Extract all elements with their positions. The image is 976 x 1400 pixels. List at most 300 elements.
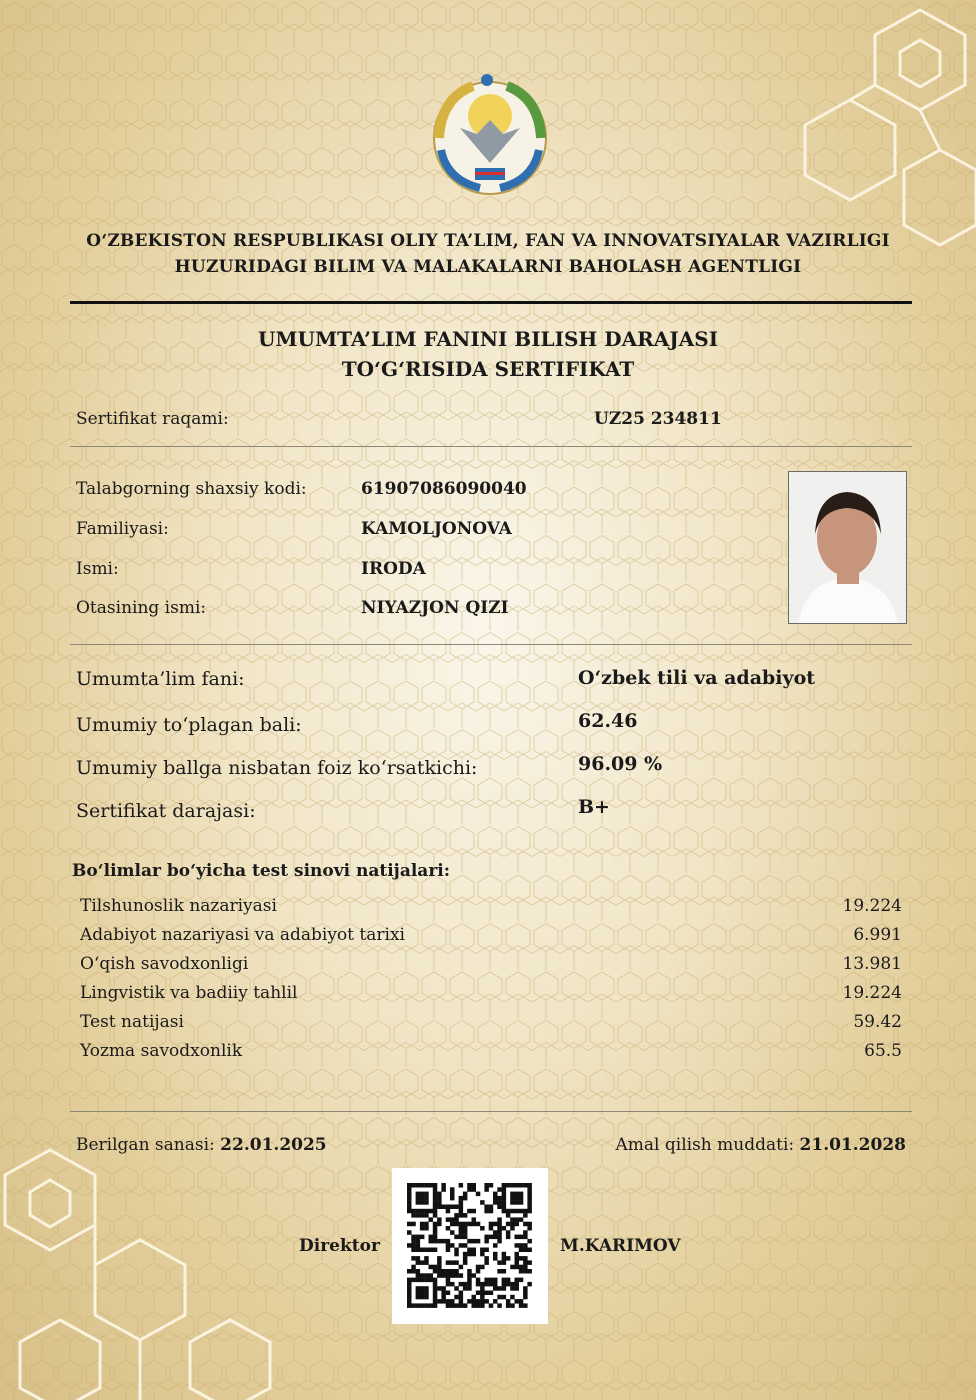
qr-module [416, 1200, 421, 1205]
qr-module [467, 1222, 472, 1227]
section-name: Test natijasi [80, 1012, 184, 1032]
holder-photo [788, 471, 907, 624]
qr-module [523, 1265, 528, 1270]
qr-module [510, 1295, 515, 1300]
qr-module [497, 1196, 502, 1201]
qr-module [411, 1243, 416, 1248]
qr-module [493, 1230, 498, 1235]
qr-module [467, 1183, 472, 1188]
qr-module [523, 1243, 528, 1248]
qr-module [433, 1226, 438, 1231]
qr-module [472, 1273, 477, 1278]
qr-module [420, 1192, 425, 1197]
qr-module [497, 1226, 502, 1231]
qr-module [424, 1248, 429, 1253]
issued-date-label: Berilgan sanasi: [76, 1135, 215, 1155]
qr-module [416, 1192, 421, 1197]
valid-until-date [616, 1135, 906, 1155]
qr-module [420, 1286, 425, 1291]
qr-module [489, 1291, 494, 1296]
qr-module [450, 1282, 455, 1287]
qr-module [467, 1282, 472, 1287]
qr-module [502, 1278, 507, 1283]
qr-module [424, 1209, 429, 1214]
section-row [80, 1011, 902, 1040]
qr-module [467, 1278, 472, 1283]
qr-module [411, 1278, 416, 1283]
qr-module [497, 1295, 502, 1300]
qr-module [493, 1278, 498, 1283]
qr-module [429, 1248, 434, 1253]
qr-module [489, 1205, 494, 1210]
certificate-number-value: UZ25 234811 [594, 409, 722, 429]
state-emblem-icon [425, 68, 555, 198]
valid-until-label: Amal qilish muddati: [615, 1135, 795, 1155]
qr-module [407, 1243, 412, 1248]
qr-module [480, 1303, 485, 1308]
qr-module [454, 1213, 459, 1218]
qr-module [441, 1295, 446, 1300]
certificate-level-label: Sertifikat darajasi: [76, 800, 256, 822]
qr-module [424, 1295, 429, 1300]
qr-module [519, 1200, 524, 1205]
qr-module [433, 1196, 438, 1201]
qr-module [506, 1230, 511, 1235]
patronymic-value: NIYAZJON QIZI [361, 598, 509, 618]
qr-module [510, 1226, 515, 1231]
qr-module [450, 1196, 455, 1201]
qr-module [437, 1192, 442, 1197]
qr-module [454, 1269, 459, 1274]
qr-module [446, 1299, 451, 1304]
qr-module [416, 1303, 421, 1308]
qr-module [484, 1278, 489, 1283]
qr-module [424, 1260, 429, 1265]
qr-module [467, 1286, 472, 1291]
qr-module [489, 1303, 494, 1308]
qr-module [506, 1235, 511, 1240]
qr-module [450, 1269, 455, 1274]
section-value: 59.42 [853, 1012, 902, 1032]
qr-module [437, 1260, 442, 1265]
qr-module [519, 1248, 524, 1253]
qr-module [480, 1282, 485, 1287]
qr-module [459, 1209, 464, 1214]
qr-module [467, 1187, 472, 1192]
total-score-label: Umumiy to‘plagan bali: [76, 714, 302, 736]
qr-module [459, 1303, 464, 1308]
section-row [80, 895, 902, 924]
qr-module [493, 1243, 498, 1248]
qr-module [527, 1205, 532, 1210]
qr-module [429, 1239, 434, 1244]
qr-module [416, 1278, 421, 1283]
qr-module [407, 1192, 412, 1197]
qr-module [459, 1222, 464, 1227]
qr-module [472, 1252, 477, 1257]
qr-module [407, 1230, 412, 1235]
qr-module [420, 1278, 425, 1283]
qr-module [437, 1256, 442, 1261]
qr-module [497, 1187, 502, 1192]
qr-module [424, 1286, 429, 1291]
qr-module [497, 1235, 502, 1240]
qr-module [476, 1265, 481, 1270]
qr-module [407, 1295, 412, 1300]
qr-module [476, 1291, 481, 1296]
qr-module [416, 1286, 421, 1291]
section-name: Lingvistik va badiiy tahlil [80, 983, 298, 1003]
section-row [80, 982, 902, 1011]
qr-module [433, 1213, 438, 1218]
qr-module [463, 1243, 468, 1248]
qr-module [407, 1303, 412, 1308]
qr-module [429, 1278, 434, 1283]
qr-module [420, 1209, 425, 1214]
qr-module [484, 1256, 489, 1261]
qr-module [519, 1196, 524, 1201]
qr-module [454, 1205, 459, 1210]
qr-module [454, 1295, 459, 1300]
qr-module [527, 1226, 532, 1231]
qr-module [433, 1265, 438, 1270]
qr-module [510, 1200, 515, 1205]
first-name-value: IRODA [361, 559, 426, 579]
qr-module [437, 1265, 442, 1270]
qr-module [523, 1260, 528, 1265]
qr-module [497, 1286, 502, 1291]
qr-module [484, 1205, 489, 1210]
qr-module [489, 1278, 494, 1283]
qr-module [429, 1183, 434, 1188]
qr-module [446, 1269, 451, 1274]
qr-module [519, 1303, 524, 1308]
qr-module [506, 1222, 511, 1227]
qr-module [527, 1239, 532, 1244]
qr-module [527, 1183, 532, 1188]
certificate-level-value: B+ [578, 796, 610, 818]
qr-module [437, 1205, 442, 1210]
qr-module [416, 1248, 421, 1253]
qr-module [407, 1200, 412, 1205]
qr-module [497, 1217, 502, 1222]
qr-module [420, 1235, 425, 1240]
qr-module [476, 1299, 481, 1304]
section-row [80, 924, 902, 953]
qr-module [493, 1299, 498, 1304]
qr-module [420, 1200, 425, 1205]
qr-module [424, 1200, 429, 1205]
section-value: 19.224 [842, 896, 902, 916]
qr-module [446, 1243, 451, 1248]
section-name: Tilshunoslik nazariyasi [80, 896, 277, 916]
section-value: 65.5 [864, 1041, 902, 1061]
qr-module [506, 1213, 511, 1218]
first-name-label: Ismi: [76, 559, 119, 579]
qr-module [433, 1209, 438, 1214]
qr-module [424, 1303, 429, 1308]
qr-module [506, 1299, 511, 1304]
qr-module [407, 1196, 412, 1201]
qr-module [416, 1243, 421, 1248]
qr-module [441, 1239, 446, 1244]
issued-date-value: 22.01.2025 [220, 1135, 327, 1155]
qr-module [472, 1209, 477, 1214]
qr-module [437, 1269, 442, 1274]
qr-module [454, 1222, 459, 1227]
qr-module [454, 1286, 459, 1291]
qr-module [519, 1209, 524, 1214]
qr-module [416, 1213, 421, 1218]
qr-module [420, 1222, 425, 1227]
qr-module [411, 1239, 416, 1244]
qr-module [463, 1213, 468, 1218]
qr-module [459, 1213, 464, 1218]
qr-module [441, 1273, 446, 1278]
qr-module [515, 1278, 520, 1283]
qr-module [502, 1269, 507, 1274]
qr-module [476, 1282, 481, 1287]
qr-module [523, 1183, 528, 1188]
qr-module [446, 1217, 451, 1222]
qr-module [450, 1192, 455, 1197]
qr-module [476, 1278, 481, 1283]
qr-module [493, 1196, 498, 1201]
qr-module [416, 1183, 421, 1188]
qr-module [519, 1235, 524, 1240]
qr-module [433, 1205, 438, 1210]
qr-module [459, 1200, 464, 1205]
qr-module [420, 1260, 425, 1265]
qr-module [446, 1291, 451, 1296]
surname-value: KAMOLJONOVA [361, 519, 512, 539]
qr-module [424, 1192, 429, 1197]
qr-module [515, 1209, 520, 1214]
qr-module [489, 1222, 494, 1227]
qr-module [497, 1230, 502, 1235]
qr-module [441, 1187, 446, 1192]
qr-module [497, 1269, 502, 1274]
subject-value: O‘zbek tili va adabiyot [578, 667, 816, 689]
qr-module [510, 1192, 515, 1197]
percent-label: Umumiy ballga nisbatan foiz ko‘rsatkichi: [76, 757, 478, 779]
qr-module [450, 1299, 455, 1304]
qr-module [416, 1269, 421, 1274]
qr-module [454, 1252, 459, 1257]
qr-module [527, 1222, 532, 1227]
qr-module [459, 1299, 464, 1304]
agency-line-2: HUZURIDAGI BILIM VA MALAKALARNI BAHOLASH AGENTLIGI [174, 257, 802, 277]
qr-module [441, 1299, 446, 1304]
qr-module [484, 1187, 489, 1192]
qr-module [484, 1239, 489, 1244]
qr-module [519, 1243, 524, 1248]
qr-module [484, 1248, 489, 1253]
qr-module [497, 1205, 502, 1210]
qr-module [420, 1213, 425, 1218]
qr-module [459, 1230, 464, 1235]
certificate-title [40, 324, 936, 384]
qr-module [489, 1282, 494, 1287]
qr-module [484, 1235, 489, 1240]
qr-module [437, 1222, 442, 1227]
qr-module [407, 1282, 412, 1287]
qr-module [433, 1230, 438, 1235]
qr-module [433, 1235, 438, 1240]
qr-module [506, 1256, 511, 1261]
qr-module [510, 1209, 515, 1214]
qr-module [429, 1303, 434, 1308]
qr-module [502, 1183, 507, 1188]
qr-module [519, 1299, 524, 1304]
signature-name: M.KARIMOV [560, 1236, 681, 1256]
qr-module [433, 1295, 438, 1300]
qr-module [446, 1278, 451, 1283]
qr-module [407, 1291, 412, 1296]
qr-module [433, 1187, 438, 1192]
qr-module [411, 1222, 416, 1227]
qr-module [411, 1209, 416, 1214]
qr-module [424, 1278, 429, 1283]
qr-module [411, 1248, 416, 1253]
qr-module [527, 1248, 532, 1253]
qr-module [519, 1217, 524, 1222]
qr-module [510, 1183, 515, 1188]
qr-module [450, 1222, 455, 1227]
section-value: 19.224 [842, 983, 902, 1003]
qr-module [424, 1226, 429, 1231]
qr-module [519, 1265, 524, 1270]
qr-module [429, 1273, 434, 1278]
sections-title: Bo‘limlar bo‘yicha test sinovi natijalari: [72, 861, 451, 881]
qr-module [480, 1226, 485, 1231]
qr-module [416, 1209, 421, 1214]
qr-module [420, 1226, 425, 1231]
divider [70, 644, 912, 645]
qr-module [429, 1217, 434, 1222]
qr-module [515, 1299, 520, 1304]
qr-module [510, 1303, 515, 1308]
qr-module [476, 1239, 481, 1244]
qr-module [502, 1260, 507, 1265]
qr-module [459, 1291, 464, 1296]
qr-module [416, 1239, 421, 1244]
qr-module [446, 1303, 451, 1308]
qr-module [489, 1226, 494, 1231]
qr-module [446, 1273, 451, 1278]
qr-module [493, 1286, 498, 1291]
section-value: 13.981 [842, 954, 902, 974]
qr-module [463, 1252, 468, 1257]
qr-module [459, 1273, 464, 1278]
qr-module [502, 1286, 507, 1291]
verification-qr-code[interactable] [392, 1168, 548, 1324]
qr-module [523, 1248, 528, 1253]
qr-module [484, 1299, 489, 1304]
qr-module [519, 1256, 524, 1261]
title-line-2: TO‘G‘RISIDA SERTIFIKAT [341, 357, 635, 381]
header-divider [70, 301, 912, 304]
qr-module [407, 1278, 412, 1283]
qr-module [407, 1269, 412, 1274]
qr-module [493, 1222, 498, 1227]
qr-module [510, 1196, 515, 1201]
qr-module [506, 1278, 511, 1283]
qr-module [420, 1295, 425, 1300]
qr-module [416, 1295, 421, 1300]
qr-module [446, 1226, 451, 1231]
qr-module [480, 1265, 485, 1270]
qr-module [420, 1248, 425, 1253]
qr-module [480, 1295, 485, 1300]
qr-module [459, 1265, 464, 1270]
qr-module [433, 1299, 438, 1304]
qr-module [433, 1222, 438, 1227]
percent-value: 96.09 % [578, 753, 663, 775]
qr-module [497, 1260, 502, 1265]
qr-module [472, 1303, 477, 1308]
qr-module [515, 1222, 520, 1227]
qr-module [502, 1209, 507, 1214]
surname-label: Familiyasi: [76, 519, 169, 539]
qr-module [424, 1273, 429, 1278]
qr-module [411, 1303, 416, 1308]
qr-module [416, 1196, 421, 1201]
qr-module [441, 1286, 446, 1291]
qr-module [446, 1260, 451, 1265]
qr-module [463, 1282, 468, 1287]
qr-module [493, 1200, 498, 1205]
qr-module [523, 1291, 528, 1296]
qr-module [433, 1269, 438, 1274]
qr-module [502, 1200, 507, 1205]
qr-module [463, 1256, 468, 1261]
qr-module [420, 1273, 425, 1278]
qr-module [467, 1248, 472, 1253]
qr-module [441, 1205, 446, 1210]
qr-module [515, 1217, 520, 1222]
qr-module [472, 1217, 477, 1222]
qr-module [515, 1235, 520, 1240]
qr-module [515, 1286, 520, 1291]
qr-module [515, 1282, 520, 1287]
qr-module [502, 1226, 507, 1231]
qr-module [515, 1265, 520, 1270]
qr-module [407, 1205, 412, 1210]
qr-module [523, 1256, 528, 1261]
qr-module [424, 1213, 429, 1218]
qr-module [519, 1278, 524, 1283]
qr-module [441, 1269, 446, 1274]
qr-module [484, 1209, 489, 1214]
qr-module [446, 1282, 451, 1287]
qr-module [476, 1222, 481, 1227]
qr-module [484, 1282, 489, 1287]
qr-module [467, 1273, 472, 1278]
qr-module [523, 1286, 528, 1291]
qr-module [433, 1278, 438, 1283]
qr-module [463, 1286, 468, 1291]
qr-module [523, 1269, 528, 1274]
qr-module [424, 1183, 429, 1188]
qr-module [484, 1260, 489, 1265]
section-row [80, 953, 902, 982]
section-name: Yozma savodxonlik [80, 1041, 243, 1061]
qr-module [480, 1286, 485, 1291]
qr-module [506, 1303, 511, 1308]
qr-module [459, 1205, 464, 1210]
qr-module [506, 1183, 511, 1188]
